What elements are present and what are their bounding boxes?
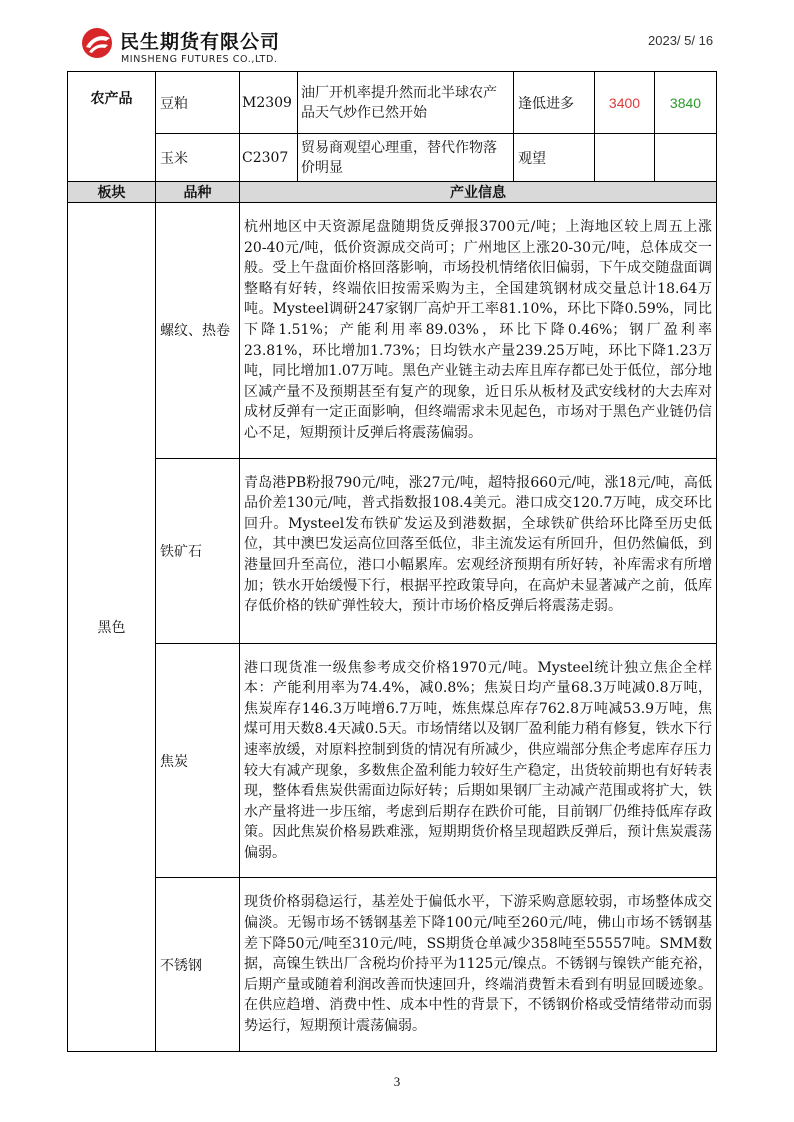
variety-cell: 不锈钢 — [156, 878, 240, 1051]
table-row — [68, 458, 717, 643]
header-industry-info: 产业信息 — [240, 182, 717, 203]
industry-info-cell: 青岛港PB粉报790元/吨，涨27元/吨，超特报660元/吨，涨18元/吨，高低品价差130元/吨，普式指数报108.4美元。港口成交120.7万吨，成交环比回升。Mysteel发布铁矿发运及到港数据，全球铁矿供给环比降至历史低位，其中澳巴发运高位回落至低位，非主流发运有所回升，但仍然偏低，到港量回升至高位，港口小幅累库。宏观经济预期有所好转，补库需求有所增加；铁水开始缓慢下行，根据平控政策导向，在高炉未显著减产之前，低库存低价格的铁矿弹性较大，预计市场价格反弹后将震荡走弱。 — [240, 458, 717, 643]
company-name-cn: 民生期货有限公司 — [120, 31, 281, 53]
page-header — [0, 0, 794, 70]
support-price-cell: 3400 — [595, 72, 655, 134]
sector-cell-agri: 农产品 — [68, 72, 156, 182]
variety-cell: 焦炭 — [156, 643, 240, 878]
minsheng-logo-icon — [80, 26, 114, 60]
industry-info-cell: 港口现货准一级焦参考成交价格1970元/吨。Mysteel统计独立焦企全样本：产能利用率为74.4%，减0.8%；焦炭日均产量68.3万吨减0.8万吨，焦炭库存146.3万吨增6.7万吨，炼焦煤总库存762.8万吨减53.9万吨，焦煤可用天数8.4天减0.5天。市场情绪以及钢厂盈利能力稍有修复，铁水下行速率放缓，对原料控制到货的情况有所减少，供应端部分焦企考虑库存压力较大有减产现象，多数焦企盈利能力较好生产稳定，出货较前期也有好转表现，整体看焦炭供需面边际好转；后期如果钢厂主动减产范围或将扩大，铁水产量将进一步压缩，考虑到后期存在跌价可能，目前钢厂仍维持低库存政策。因此焦炭价格易跌难涨，短期期货价格呈现超跌反弹后，预计焦炭震荡偏弱。 — [240, 643, 717, 878]
table-row — [68, 643, 717, 878]
resistance-price-cell: 3840 — [655, 72, 717, 134]
header-sector: 板块 — [68, 182, 156, 203]
variety-cell: 螺纹、热卷 — [156, 203, 240, 459]
table-row — [68, 203, 717, 459]
industry-info-cell: 杭州地区中天资源尾盘随期货反弹报3700元/吨；上海地区较上周五上涨20-40元/吨，低价资源成交尚可；广州地区上涨20-30元/吨，总体成交一般。受上午盘面价格回落影响，市场投机情绪依旧偏弱，下午成交随盘面调整略有好转，终端依旧按需采购为主，全国建筑钢材成交量总计18.64万吨。Mysteel调研247家钢厂高炉开工率81.10%，环比下降0.59%，同比下降1.51%；产能利用率89.03%，环比下降0.46%；钢厂盈利率23.81%，环比增加1.73%；日均铁水产量239.25万吨，环比下降1.23万吨，同比增加1.07万吨。黑色产业链主动去库且库存都已处于低位，部分地区减产量不及预期甚至有复产的现象，近日乐从板材及武安线材的大去库对成材反弹有一定正面影响，但终端需求未见起色，市场对于黑色产业链仍信心不足，短期预计反弹后将震荡偏弱。 — [240, 203, 717, 459]
view-cell: 逢低进多 — [514, 72, 595, 134]
report-date: 2023/ 5/ 16 — [648, 33, 714, 48]
variety-cell: 铁矿石 — [156, 458, 240, 643]
report-table — [67, 71, 717, 1052]
support-price-cell — [595, 134, 655, 182]
view-cell: 观望 — [514, 134, 595, 182]
summary-cell: 油厂开机率提升然而北半球农产品天气炒作已然开始 — [298, 72, 514, 134]
table-row — [68, 878, 717, 1051]
page-number: 3 — [393, 1074, 401, 1089]
company-name-en: MINSHENG FUTURES CO.,LTD. — [121, 54, 278, 65]
industry-info-cell: 现货价格弱稳运行，基差处于偏低水平，下游采购意愿较弱，市场整体成交偏淡。无锡市场不锈钢基差下降100元/吨至260元/吨，佛山市场不锈钢基差下降50元/吨至310元/吨，SS期货仓单减少358吨至55557吨。SMM数据，高镍生铁出厂含税均价持平为1125元/镍点。不锈钢与镍铁产能充裕，后期产量或随着利润改善而快速回升，终端消费暂未看到有明显回暖迹象。在供应趋增、消费中性、成本中性的背景下，不锈钢价格或受情绪带动而弱势运行，短期预计震荡偏弱。 — [240, 878, 717, 1051]
sector-cell-black: 黑色 — [68, 203, 156, 1052]
table-row — [68, 134, 717, 182]
table-header-row — [68, 182, 717, 203]
table-row — [68, 72, 717, 134]
contract-code-cell: M2309 — [240, 72, 298, 134]
variety-cell: 玉米 — [156, 134, 240, 182]
summary-cell: 贸易商观望心理重，替代作物落价明显 — [298, 134, 514, 182]
resistance-price-cell — [655, 134, 717, 182]
header-variety: 品种 — [156, 182, 240, 203]
contract-code-cell: C2307 — [240, 134, 298, 182]
variety-cell: 豆粕 — [156, 72, 240, 134]
